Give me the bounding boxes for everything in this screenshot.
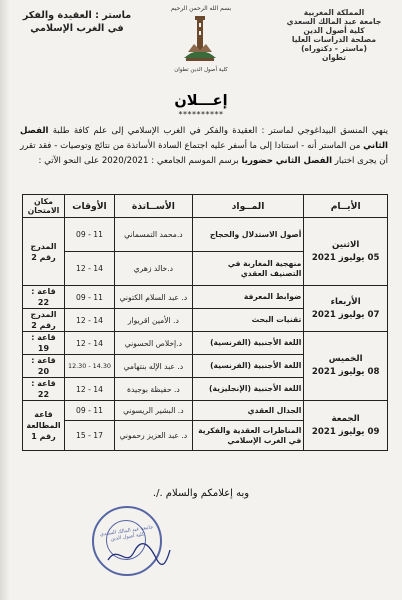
table-row <box>23 286 388 309</box>
subject-cell: ضوابط المعرفة <box>192 286 304 309</box>
signature-icon <box>104 540 174 570</box>
header-line: جامعة عبد المالك السعدي <box>286 17 382 26</box>
semester-highlight: الفصل الثاني <box>20 126 389 151</box>
professor-cell: د. البشير الريسوني <box>114 401 192 421</box>
day-cell <box>304 332 388 401</box>
exam-mode: حضوريا <box>241 156 273 166</box>
time-cell: 12.30 - 14.30 <box>65 355 115 378</box>
time-cell: 12 - 14 <box>65 332 115 355</box>
announcement-body <box>20 124 388 169</box>
title-separator: ********** <box>178 110 224 119</box>
day-name: الجمعة <box>331 413 360 424</box>
table-row <box>23 401 388 421</box>
day-name: الأربعاء <box>330 296 361 307</box>
logo-caption: كلية أصول الدين تطوان <box>174 67 228 73</box>
time-cell: 09 - 11 <box>65 286 115 309</box>
location-cell: قاعة : 19 <box>23 332 65 355</box>
basmala: بسم الله الرحمن الرحيم <box>170 5 232 12</box>
subject-cell: منهجية المغاربة في التصنيف العقدي <box>192 252 304 286</box>
time-cell: 12 - 14 <box>65 309 115 332</box>
day-date: 07 يوليوز 2021 <box>311 309 380 320</box>
professor-cell: د. عبد السلام الكتوني <box>114 286 192 309</box>
program-line: ماستر : العقيدة والفكر <box>22 10 132 21</box>
page-edge-shadow <box>0 0 10 600</box>
column-header-subjects: المــواد <box>192 195 304 218</box>
faculty-logo-icon <box>180 14 220 64</box>
professor-cell: د. عبد العزيز رحموني <box>114 421 192 451</box>
professor-cell: د. عبد الإله بنتهامي <box>114 355 192 378</box>
subject-cell: اللغة الأجنبية (الفرنسية) <box>192 332 304 355</box>
header-line: كلية أصول الدين <box>303 26 365 35</box>
stamp-text: جامعة عبد المالك السعدي كلية أصول الدين <box>99 524 154 543</box>
time-cell: 12 - 14 <box>65 252 115 286</box>
day-cell <box>304 218 388 286</box>
program-line: في الغرب الإسلامي <box>30 23 124 34</box>
subject-cell: الجدال العقدي <box>192 401 304 421</box>
header-line: المملكة المغربية <box>303 8 365 17</box>
column-header-days: الأيــام <box>304 195 388 218</box>
header-line: مصلحة الدراسات العليا <box>291 35 377 44</box>
header-line: تطوان <box>321 53 347 62</box>
institution-header <box>274 8 394 62</box>
professor-cell: د.إخلاص الحسوني <box>114 332 192 355</box>
header-line: (ماستر - دكتوراه) <box>301 44 367 53</box>
location-cell: المدرج رقم 2 <box>23 309 65 332</box>
column-header-location: مكان الامتحان <box>23 195 65 218</box>
column-header-times: الأوقات <box>65 195 115 218</box>
location-cell: قاعة : 22 <box>23 286 65 309</box>
location-cell: قاعة : 22 <box>23 378 65 401</box>
day-cell <box>304 401 388 451</box>
page-title: إعـــلان <box>174 93 228 109</box>
day-name: الاثنين <box>331 239 360 250</box>
professor-cell: د. الأمين اقريوار <box>114 309 192 332</box>
time-cell: 12 - 14 <box>65 378 115 401</box>
column-header-professors: الأســاتذة <box>114 195 192 218</box>
day-name: الخميس <box>328 354 363 364</box>
exam-schedule-table <box>22 194 388 451</box>
subject-cell: اللغة الأجنبية (الفرنسية) <box>192 355 304 378</box>
table-header-row <box>23 195 388 218</box>
professor-cell: د.خالد زهري <box>114 252 192 286</box>
master-program-header <box>18 9 136 35</box>
table-row <box>23 332 388 355</box>
day-date: 05 يوليوز 2021 <box>311 252 380 263</box>
subject-cell: المناظرات العقدية والفكرية في الغرب الإسلامي <box>192 421 304 451</box>
subject-cell: اللغة الأجنبية (الإنجليزية) <box>192 378 304 401</box>
body-intro: ينهي المنسق البيداغوجي لماستر : العقيدة والفكر في الغرب الإسلامي إلى علم كافة طلبة <box>52 126 388 136</box>
day-date: 08 يوليوز 2021 <box>311 367 380 377</box>
day-cell <box>304 286 388 332</box>
subject-cell: تقنيات البحث <box>192 309 304 332</box>
time-cell: 15 - 17 <box>65 421 115 451</box>
location-cell: قاعة المطالعة رقم 1 <box>23 401 65 451</box>
location-cell: قاعة : 20 <box>23 355 65 378</box>
semester-highlight-2: الفصل الثاني <box>275 156 333 166</box>
location-cell: المدرج رقم 2 <box>23 218 65 286</box>
professor-cell: د. حفيظة بوجيدة <box>114 378 192 401</box>
day-date: 09 يوليوز 2021 <box>311 426 380 437</box>
body-middle: من الماستر أنه - استنادا إلى ما أسفر عليه اجتماع السادة الأساتذة من نتائج وتوصيات - فقد تقرر أن يجرى اختبار <box>20 141 388 166</box>
time-cell: 09 - 11 <box>65 218 115 252</box>
body-end: برسم الموسم الجامعي : 2020/2021 على النحو الآتي : <box>38 156 239 166</box>
table-row <box>23 218 388 252</box>
subject-cell: أصول الاستدلال والحجاج <box>192 218 304 252</box>
closing-line: وبه إعلامكم والسلام ./. <box>152 488 250 499</box>
professor-cell: د.محمد التمسماني <box>114 218 192 252</box>
time-cell: 09 - 11 <box>65 401 115 421</box>
